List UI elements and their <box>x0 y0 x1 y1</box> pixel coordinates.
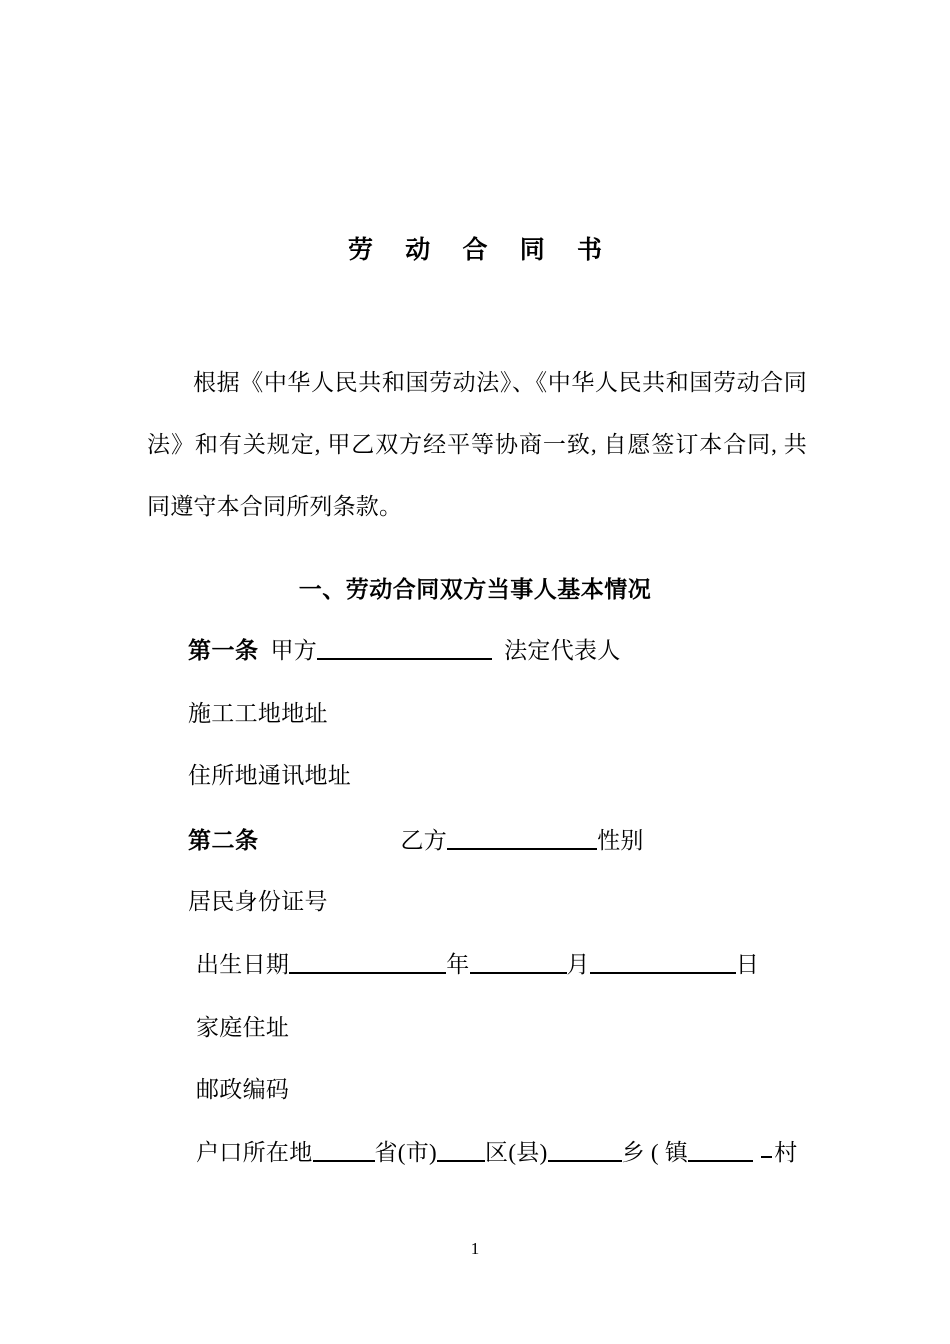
field-row-id-number <box>188 886 328 918</box>
gender-label: 性别 <box>597 828 644 854</box>
province-input-blank[interactable] <box>313 1136 375 1162</box>
document-title: 劳 动 合 同 书 <box>347 237 615 264</box>
province-label: 省(市) <box>374 1140 438 1166</box>
village-input-blank[interactable] <box>688 1136 753 1162</box>
section-heading-1: 一、劳动合同双方当事人基本情况 <box>298 577 652 602</box>
field-row-home-address <box>196 1012 289 1044</box>
village-extra-dash <box>761 1156 772 1158</box>
birth-date-label: 出生日期 <box>196 952 290 978</box>
party-a-input-blank[interactable] <box>317 634 492 660</box>
birth-month-input-blank[interactable] <box>470 948 567 974</box>
birth-year-input-blank[interactable] <box>289 948 446 974</box>
field-row-party-a <box>188 634 621 667</box>
field-row-site-address <box>188 698 328 730</box>
domicile-address-label: 住所地通讯地址 <box>188 763 352 788</box>
field-row-postal-code <box>196 1074 289 1106</box>
month-label: 月 <box>566 952 590 978</box>
id-number-label: 居民身份证号 <box>188 889 328 914</box>
field-row-birth-date <box>196 948 759 981</box>
village-label: 村 <box>774 1140 798 1166</box>
preamble-text: 根据《中华人民共和国劳动法》、《中华人民共和国劳动合同法》和有关规定, 甲乙双方经平等协商一致, 自愿签订本合同, 共同遵守本合同所列条款。 <box>147 370 807 519</box>
field-row-domicile <box>188 760 351 792</box>
township-input-blank[interactable] <box>548 1136 622 1162</box>
home-address-label: 家庭住址 <box>196 1015 290 1040</box>
day-label: 日 <box>735 952 760 978</box>
site-address-label: 施工工地地址 <box>188 701 328 726</box>
district-input-blank[interactable] <box>437 1136 485 1162</box>
legal-representative-label: 法定代表人 <box>504 638 621 664</box>
field-row-residence-registration <box>196 1136 798 1169</box>
township-label: 乡 ( 镇 <box>621 1140 689 1166</box>
party-b-input-blank[interactable] <box>447 824 597 850</box>
postal-code-label: 邮政编码 <box>196 1077 290 1102</box>
party-b-label: 乙方 <box>400 828 448 854</box>
birth-day-input-blank[interactable] <box>590 948 736 974</box>
preamble-paragraph <box>147 352 807 538</box>
residence-label: 户口所在地 <box>196 1140 313 1166</box>
page-number: 1 <box>470 1239 480 1258</box>
year-label: 年 <box>446 952 470 978</box>
article-number-2: 第二条 <box>188 828 259 854</box>
field-row-party-b <box>188 824 644 857</box>
article-number-1: 第一条 <box>188 638 259 664</box>
district-label: 区(县) <box>485 1140 548 1166</box>
party-a-label: 甲方 <box>270 638 318 664</box>
